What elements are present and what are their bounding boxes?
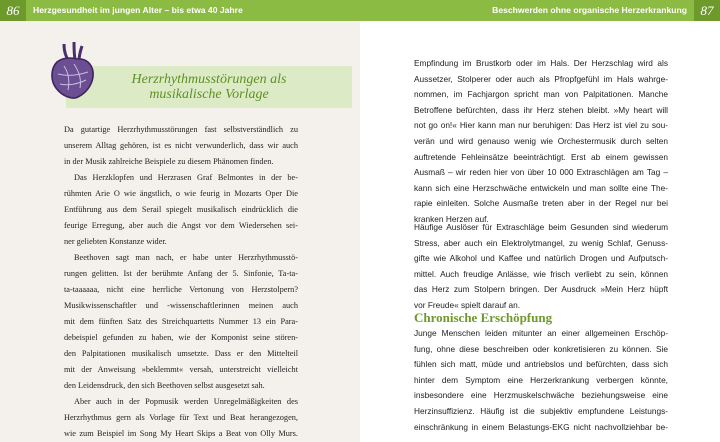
left-line: den Palpitationen musikalisch umsetzte. Dass er den Mittelteil <box>64 349 298 358</box>
left-line: ner geliebten Konstanze wider. <box>64 237 167 246</box>
left-line: mit der Anweisung »beklemmt« versah, unterstreicht vielleicht <box>64 365 298 374</box>
left-line: Entführung aus dem Serail spiegelt musikalisch eindrücklich die <box>64 205 298 214</box>
right-running-title: Beschwerden ohne organische Herzerkrankung <box>492 5 687 15</box>
right-line: kann sich eine Herzschwäche entwickeln und man sollte eine The- <box>414 182 668 193</box>
right-line: mittel. Auch freudige Anlässe, wie frisch verliebt zu sein, können <box>414 268 668 279</box>
left-line: Aber auch in der Popmusik werden Unregelmäßigkeiten des <box>74 397 298 406</box>
right-line: auftretende Fehleinsätze beeinträchtigt. Erst ab einem gewissen <box>414 151 668 162</box>
right-line: Aussetzer, Stolperer oder auch als Pfropfgefühl im Hals wahrge- <box>414 73 668 84</box>
left-line: wie zum Beispiel im Song My Heart Skips a Beat von Olly Murs. <box>64 429 298 438</box>
section-heading: Chronische Erschöpfung <box>414 310 553 325</box>
left-line: debeispiel gefunden zu haben, wie der Komponist seine stören- <box>64 333 298 342</box>
left-line: Beethoven sagt man nach, er habe unter Herzrhythmusstö- <box>74 253 298 262</box>
right-line: fung, ohne diese beschreiben oder konkretisieren zu können. Sie <box>414 343 668 354</box>
left-page-number: 86 <box>0 0 26 21</box>
right-line: Junge Menschen leiden mitunter an einer allgemeinen Erschöp- <box>414 328 668 338</box>
right-line: verän und wird genauso wenig wie Orchestermusik durch selten <box>414 136 668 146</box>
right-page-number: 87 <box>694 0 720 21</box>
right-line: das Herz zum Stolpern bringen. Der Ausdruck »Mein Herz hüpft <box>414 284 668 295</box>
right-line: Ausmaß – wir reden hier von über 10 000 Extraschlägen am Tag – <box>414 167 668 178</box>
left-line: den Leidensdruck, den sich Beethoven selbst ausgesetzt sah. <box>64 381 265 390</box>
right-line: Herzinsuffizienz. Häufig ist die subjektiv empfundene Leistungs- <box>414 406 668 416</box>
left-running-title: Herzgesundheit im jungen Alter – bis etwa 40 Jahre <box>33 5 243 15</box>
right-line: vor Freude« spielt darauf an. <box>414 300 521 310</box>
left-line: ta-taaaaaa, nicht eine herrliche Vertonung von Herzstolpern? <box>64 285 298 294</box>
left-line: rungen gelitten. Ist der berühmte Anfang der 5. Sinfonie, Ta-ta- <box>64 269 298 278</box>
box-title <box>66 66 352 102</box>
right-line: insbesondere eine Herzmuskelschwäche beziehungsweise eine <box>414 390 668 401</box>
right-line: Stress, aber auch ein Elektrolytmangel, zu wenig Schlaf, Genuss- <box>414 237 668 248</box>
left-line: rühmten Arie O wie ängstlich, o wie feurig in Mozarts Oper Die <box>64 189 298 198</box>
left-line: mit dem fünften Satz des Streichquartetts Nummer 13 ein Para- <box>64 317 298 326</box>
right-line: Häufige Auslöser für Extraschläge beim Gesunden sind wiederum <box>414 222 668 232</box>
left-line: Musikwissenschaftler und -wissenschaftlerinnen meinen auch <box>64 301 298 310</box>
left-line: unserem Alltag gehören, ist es nicht verwunderlich, dass wir auch <box>64 141 298 150</box>
right-line: kranken Herzen auf. <box>414 214 489 224</box>
box-title-panel <box>66 66 352 108</box>
right-line: nommen, im Fachjargon spricht man von Palpitationen. Manche <box>414 89 668 100</box>
left-line: Das Herzklopfen und Herzrasen Graf Belmontes in der be- <box>74 173 298 182</box>
right-line: Empfindung im Brustkorb oder im Hals. Der Herzschlag wird als <box>414 58 668 68</box>
right-line: not go on!« Hier kann man nur beruhigen: Das Herz ist viel zu sou- <box>414 120 668 131</box>
right-line: Betroffene befürchten, dass ihr Herz stehen bleibt. »My heart will <box>414 104 668 115</box>
box-title-line-2: musikalische Vorlage <box>149 87 269 102</box>
right-line: gifte wie Alkohol und Kaffee und natürlich Drogen und Aufputsch- <box>414 253 668 264</box>
anatomical-heart-icon <box>44 40 102 100</box>
right-line: hinter dem Symptom eine Herzerkrankung verbergen könnte, <box>414 374 668 385</box>
left-line: in der Musik zahlreiche Beispiele zu diesem Phänomen finden. <box>64 157 274 166</box>
right-line: rapie einleiten. Solche Ausmaße treten aber in der Regel nur bei <box>414 198 668 209</box>
left-line: feurige Erregung, aber auch die Angst vor dem Wiedersehen sei- <box>64 221 298 230</box>
right-line: einschränkung in einem Belastungs-EKG nicht nachvollziehbar be- <box>414 421 668 432</box>
left-line: Herzrhythmus gern als Vorlage für Text und Beat herangezogen, <box>64 413 298 422</box>
right-line: fühlen sich matt, müde und antriebslos und befürchten, dass sich <box>414 359 668 370</box>
left-line: Da gutartige Herzrhythmusstörungen fast selbstverständlich zu <box>64 125 298 134</box>
box-title-line-1: Herzrhythmusstörungen als <box>131 72 287 87</box>
